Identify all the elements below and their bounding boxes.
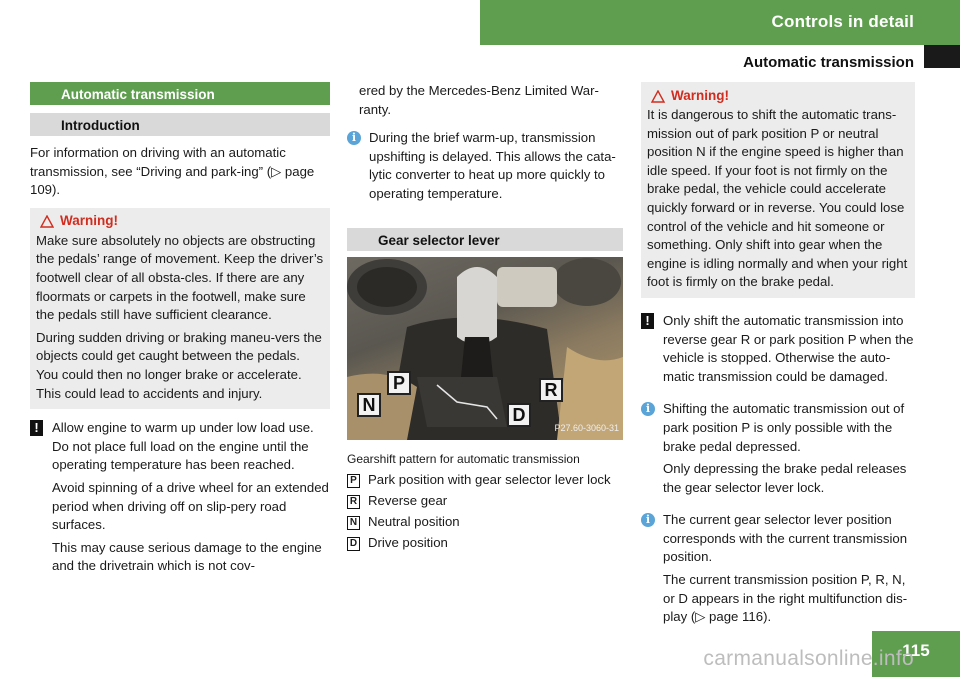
warning-header: [651, 86, 909, 106]
legend-text: Park position with gear selector lever lock: [368, 472, 611, 488]
warning-title: Warning!: [671, 87, 729, 103]
legend-key: N: [347, 516, 360, 530]
header-corner-block: [924, 45, 960, 68]
warning-triangle-icon: [651, 90, 665, 103]
legend-key: P: [347, 474, 360, 488]
note-paragraph: Only shift the automatic transmission into reverse gear R or park position P when the vehicle is stopped. Otherwise the auto-matic transmission could be damaged.: [663, 312, 914, 384]
info-note: [347, 129, 623, 203]
legend-key: R: [347, 495, 360, 509]
legend-item: [347, 470, 623, 491]
subsection-title: Introduction: [30, 113, 330, 136]
legend-text: Neutral position: [368, 514, 460, 530]
gear-label-r: R: [539, 378, 563, 402]
page-number: 115: [872, 631, 960, 677]
column-right: [641, 82, 915, 627]
note-paragraph: This may cause serious damage to the engine and the drivetrain which is not cov-: [52, 539, 322, 574]
gear-lever-illustration: [347, 257, 623, 440]
info-paragraph: Only depressing the brake pedal releases the gear selector lever lock.: [663, 461, 907, 495]
column-middle: [347, 82, 623, 554]
info-icon: i: [641, 513, 655, 527]
gear-label-d: D: [507, 403, 531, 427]
exclamation-icon: !: [30, 420, 43, 436]
info-paragraph: Shifting the automatic transmission out of park position P is only possible with the brake pedal depressed.: [663, 401, 905, 454]
info-note: [641, 511, 915, 627]
warning-paragraph: Make sure absolutely no objects are obstructing the pedals’ range of movement. Keep the driver’s footwell clear of all obsta-cles. If there are any floormats or carpets in the footwell, make sure the pedals still have sufficient clearance.: [36, 232, 324, 323]
gear-label-n: N: [357, 393, 381, 417]
warning-box: [30, 208, 330, 409]
info-paragraph: The current gear selector lever position corresponds with the current transmission position.: [663, 512, 908, 565]
gear-selector-title: Gear selector lever: [347, 228, 623, 251]
warning-paragraph: It is dangerous to shift the automatic trans-mission out of park position P or neutral position N if the engine speed is higher than idle speed. If your foot is not firmly on the brake pedal, the vehicle could accelerate quickly forward or in reverse. You could lose control of the vehicle and hit someone or something. Only shift into gear when the engine is idling normally and when your right foot is firmly on the brake pedal.: [647, 107, 908, 290]
photo-code: P27.60-3060-31: [554, 422, 619, 433]
legend-item: [347, 491, 623, 512]
warning-title: Warning!: [60, 213, 118, 229]
gear-label-p: P: [387, 371, 411, 395]
caution-note: [30, 419, 330, 576]
info-paragraph: During the brief warm-up, transmission upshifting is delayed. This allows the cata-lytic converter to heat up more quickly to operating temperature.: [369, 130, 616, 201]
gear-legend: [347, 470, 623, 554]
legend-item: [347, 533, 623, 554]
info-icon: i: [641, 402, 655, 416]
info-note: [641, 400, 915, 497]
warning-paragraph: During sudden driving or braking maneu-vers the objects could get caught between the pedals. You could then no longer brake or accelerate. This could lead to accidents and injury.: [36, 329, 322, 401]
caution-note: [641, 312, 915, 386]
note-paragraph: Allow engine to warm up under low load use. Do not place full load on the engine until the operating temperature has been reached.: [52, 420, 314, 473]
warning-triangle-icon: [40, 215, 54, 228]
watermark: carmanualsonline.info: [703, 647, 914, 670]
header-bar: [480, 0, 960, 45]
legend-text: Reverse gear: [368, 493, 448, 509]
page-subtitle: Automatic transmission: [743, 54, 914, 71]
warning-box: [641, 82, 915, 298]
info-paragraph: The current transmission position P, R, N, or D appears in the right multifunction dis-play (▷ page 116).: [663, 572, 908, 625]
legend-text: Drive position: [368, 535, 448, 551]
column-left: [30, 82, 330, 576]
chapter-title: Controls in detail: [771, 12, 914, 31]
continued-paragraph: ered by the Mercedes-Benz Limited War-ranty.: [359, 83, 599, 117]
gear-selector-photo: [347, 257, 623, 440]
intro-paragraph: For information on driving with an automatic transmission, see “Driving and park-ing” (▷ page 109).: [30, 145, 315, 198]
exclamation-icon: !: [641, 313, 654, 329]
warning-header: [40, 212, 324, 232]
note-paragraph: Avoid spinning of a drive wheel for an extended period when driving off on slip-pery road surfaces.: [52, 479, 329, 533]
legend-key: D: [347, 537, 360, 551]
figure-caption: Gearshift pattern for automatic transmission: [347, 451, 580, 466]
info-icon: i: [347, 131, 361, 145]
legend-item: [347, 512, 623, 533]
section-title: Automatic transmission: [30, 82, 330, 105]
